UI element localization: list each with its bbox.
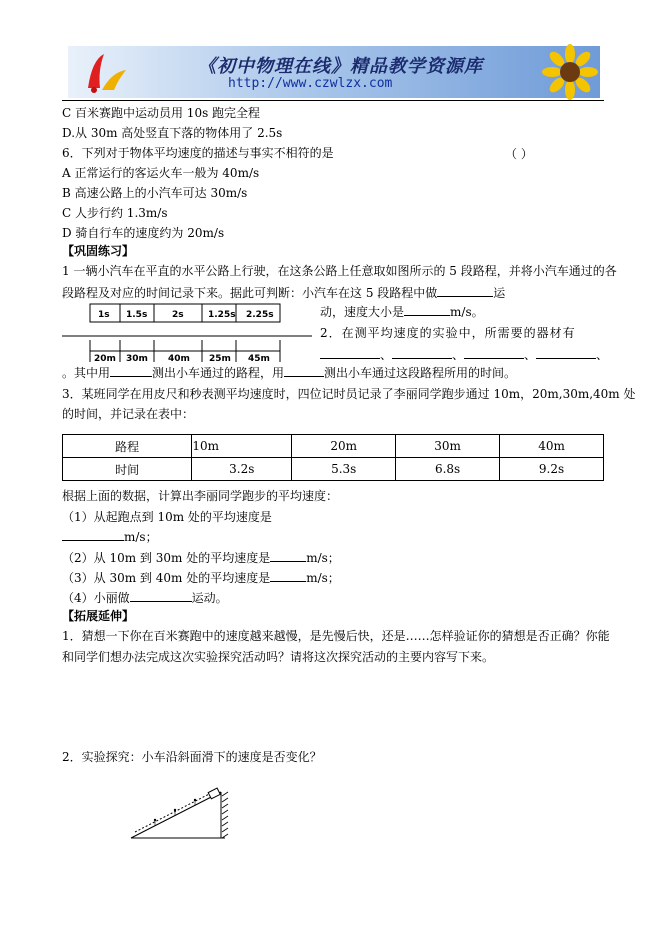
distance-cell: 40m xyxy=(500,435,604,458)
time-cell: 3.2s xyxy=(192,458,292,481)
banner-url: http://www.czwlzx.com xyxy=(228,76,393,91)
sub-question-1: （1）从起跑点到 10m 处的平均速度是 xyxy=(62,510,272,524)
time-cell: 9.2s xyxy=(500,458,604,481)
time-label-4: 1.25s xyxy=(208,310,236,320)
table-row xyxy=(63,458,604,481)
sunflower-icon xyxy=(540,44,600,100)
blank-motion-kind[interactable] xyxy=(130,589,192,602)
blank-avg-speed-2[interactable] xyxy=(270,549,306,562)
blank-motion-type[interactable] xyxy=(437,284,493,297)
sub-question-4: （4）小丽做 运动。 xyxy=(62,591,228,605)
problem-1-line2: 段路程及对应的时间记录下来。据此可判断：小汽车在这 5 段路程中做 运 xyxy=(62,286,506,300)
option-a: A 正常运行的客运火车一般为 40m/s xyxy=(62,166,260,180)
inclined-plane-diagram xyxy=(125,782,235,842)
time-label-2: 1.5s xyxy=(126,310,148,320)
blank-time-tool[interactable] xyxy=(284,364,324,377)
question-6: 6．下列对于物体平均速度的描述与事实不相符的是 xyxy=(62,146,334,160)
calc-instruction: 根据上面的数据，计算出李丽同学跑步的平均速度： xyxy=(62,489,339,503)
row-label-distance: 路程 xyxy=(63,435,192,458)
distance-cell: 30m xyxy=(396,435,500,458)
sub-question-3: （3）从 30m 到 40m 处的平均速度是 m/s； xyxy=(62,571,340,585)
distance-label-1: 20m xyxy=(94,354,116,364)
time-cell: 5.3s xyxy=(292,458,396,481)
time-label-1: 1s xyxy=(98,310,110,320)
answer-paren: （ ） xyxy=(505,147,533,161)
blank-equipment-4[interactable] xyxy=(536,346,596,359)
problem-3-line2: 的时间，并记录在表中： xyxy=(62,407,195,421)
distance-cell: 20m xyxy=(292,435,396,458)
time-label-5: 2.25s xyxy=(246,310,274,320)
distance-label-5: 45m xyxy=(248,354,270,364)
option-d-prev: D.从 30m 高处竖直下落的物体用了 2.5s xyxy=(62,126,283,140)
row-label-time: 时间 xyxy=(63,458,192,481)
problem-1-line1: 1 一辆小汽车在平直的水平公路上行驶，在这条公路上任意取如图所示的 5 段路程，并将小汽车通过的各 xyxy=(62,264,617,278)
blank-equipment-2[interactable] xyxy=(392,346,452,359)
distance-cell: 10m xyxy=(192,435,292,458)
section-heading-extension: 【拓展延伸】 xyxy=(62,609,135,623)
option-c: C 人步行约 1.3m/s xyxy=(62,206,168,220)
timing-table xyxy=(62,434,604,481)
blank-avg-speed-1[interactable] xyxy=(62,528,124,541)
sub-question-2: （2）从 10m 到 30m 处的平均速度是 m/s； xyxy=(62,551,340,565)
site-logo xyxy=(78,50,134,94)
table-row xyxy=(63,435,604,458)
header-banner xyxy=(68,46,600,98)
problem-1-line3: 动，速度大小是 m/s。 xyxy=(320,305,484,319)
sub-question-1-answer: m/s； xyxy=(62,528,158,545)
distance-label-4: 25m xyxy=(209,354,231,364)
problem-2-blanks: 、 、 、 、 xyxy=(320,346,608,363)
extension-2: 2．实验探究：小车沿斜面滑下的速度是否变化？ xyxy=(62,750,322,764)
option-c-prev: C 百米赛跑中运动员用 10s 跑完全程 xyxy=(62,106,261,120)
blank-distance-tool[interactable] xyxy=(110,364,152,377)
blank-equipment-3[interactable] xyxy=(464,346,524,359)
distance-label-2: 30m xyxy=(126,354,148,364)
extension-1-line1: 1．猜想一下你在百米赛跑中的速度越来越慢，是先慢后快，还是……怎样验证你的猜想是否正确？你能 xyxy=(62,629,610,643)
time-label-3: 2s xyxy=(172,310,184,320)
blank-speed[interactable] xyxy=(404,303,450,316)
problem-3-line1: 3．某班同学在用皮尺和秒表测平均速度时，四位记时员记录了李丽同学跑步通过 10m，20m,30m,40m 处 xyxy=(62,387,636,401)
extension-1-line2: 和同学们想办法完成这次实验探究活动吗？请将这次探究活动的主要内容写下来。 xyxy=(62,650,495,664)
problem-2-line2: 。其中用 测出小车通过的路程，用 测出小车通过这段路程所用的时间。 xyxy=(62,366,517,380)
section-heading-practice: 【巩固练习】 xyxy=(62,244,135,258)
blank-avg-speed-3[interactable] xyxy=(270,569,306,582)
header-rule xyxy=(62,100,604,101)
time-cell: 6.8s xyxy=(396,458,500,481)
option-d: D 骑自行车的速度约为 20m/s xyxy=(62,226,225,240)
banner-title: 《初中物理在线》精品教学资源库 xyxy=(198,56,483,77)
distance-label-3: 40m xyxy=(168,354,190,364)
segment-diagram xyxy=(62,300,312,368)
option-b: B 高速公路上的小汽车可达 30m/s xyxy=(62,186,248,200)
problem-2-line1: 2．在测平均速度的实验中，所需要的器材有 xyxy=(320,326,576,340)
blank-equipment-1[interactable] xyxy=(320,346,380,359)
